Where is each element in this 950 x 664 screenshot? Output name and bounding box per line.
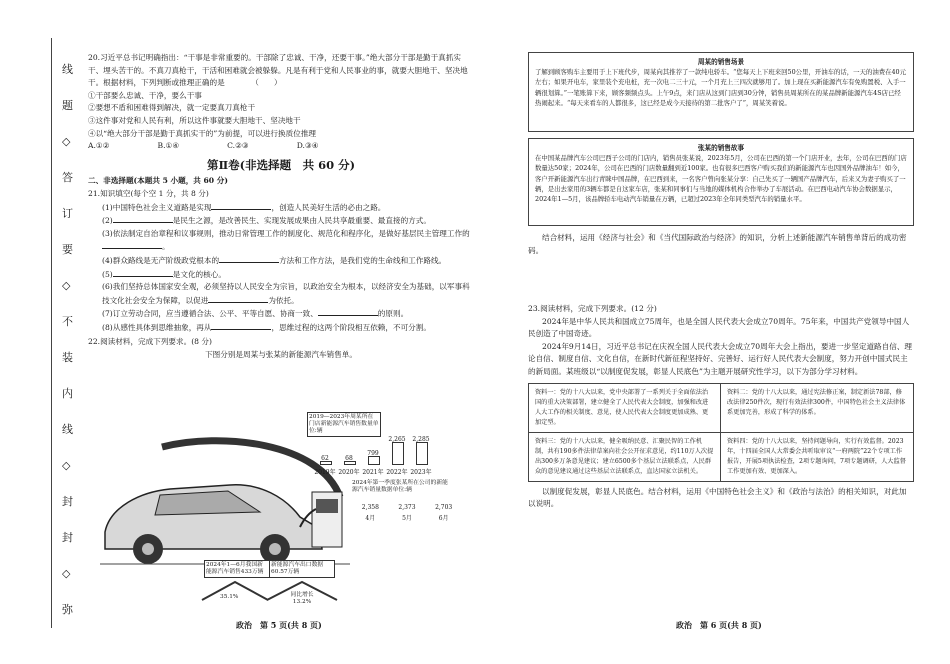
zhou-text: 了解到顾客购车主要用于上下班代步，周某向其推荐了一款纯电轿车。“您每天上下班来回50公里，开油车的话，一天的油费在40元左右；如果开电车，家里装个充电桩，充一次电二三十元，一个月充上三四次就够用了。加上现在买新能源汽车有免购置税、入手一辆很划算。”一笔账算下来，顾客频频点头。上午9点，来门店从这到门店到30分钟，销售员周某所在的某品牌新能源汽车4S店已经热闹起来。“每天来看车的人都很多，这已经是成今天接待的第二批客户了”，周某笑着说。 xyxy=(535,68,907,107)
q20-stem: 20.习近平总书记明确指出：“干事是非常重要的。干部除了忠诚、干净，还要干事。”绝大部分干部是勤于真抓实干、埋头苦干的。不真刀真枪干，干活和困难就会被躲躲。凡是有利于党和人民事业的事，就要大胆地干、坚决地干。根据材料，下列判断或推理正确的是 （ ） xyxy=(88,53,468,88)
chart1-value-label: 62 xyxy=(321,455,329,462)
binding-char: ◇ xyxy=(62,279,71,292)
answer-blank[interactable] xyxy=(211,201,271,210)
q21-item xyxy=(88,321,474,335)
chart1-value-label: 2,265 xyxy=(388,436,406,444)
q23-materials xyxy=(528,383,914,482)
binding-char: 线 xyxy=(62,63,73,76)
answer-blank[interactable] xyxy=(211,321,271,330)
chart1-bar xyxy=(416,442,429,465)
chart1-tick-label: 2021年 xyxy=(362,469,384,476)
binding-char: 线 xyxy=(62,423,73,436)
chart1-bar xyxy=(368,456,381,465)
binding-char: 订 xyxy=(62,207,73,220)
q22-requirement: 结合材料，运用《经济与社会》和《当代国际政治与经济》的知识，分析上述新能源汽车销售单背后的成功密码。 xyxy=(528,233,907,255)
chart2-title: 2024年第一季度张某所在公司的新能源汽车销量数据单位:辆 xyxy=(352,480,448,493)
chart2 xyxy=(352,480,462,525)
q20-item: ④以“绝大部分干部是勤于真抓实干的”为前提，可以进行换质位推理 xyxy=(88,128,316,138)
q21-item-text: ，思维过程的这两个阶段相互依赖，不可分割。 xyxy=(271,322,431,332)
binding-char: 不 xyxy=(62,315,73,328)
q21-item xyxy=(88,214,474,228)
q21-item-text: 订立劳动合同，应当遵循合法、公平、平等自愿、协商一致、 xyxy=(112,309,318,319)
q20-option-a: A.①② xyxy=(88,141,110,151)
q21-item-text: 方法和工作方法，是我们党的生命线和工作路线。 xyxy=(279,255,447,265)
left-column xyxy=(88,52,474,362)
q20-option-d: D.③④ xyxy=(296,141,319,151)
part2-title: 第Ⅱ卷(非选择题 共 60 分) xyxy=(206,157,356,172)
chart1-plot xyxy=(313,437,433,465)
stat-box-1 xyxy=(200,560,270,600)
q21-item-number: (5) xyxy=(102,269,113,279)
q20-options xyxy=(88,140,474,153)
q21-item xyxy=(88,281,474,307)
q21-items xyxy=(88,201,474,335)
binding-char: 封 xyxy=(62,531,73,544)
q20-item: ②要想不盾和困难得到解决，就一定要真刀真枪干 xyxy=(88,103,256,113)
q21-item-number: (7) xyxy=(102,309,113,319)
chart1-tick-label: 2022年 xyxy=(386,469,408,476)
binding-char: ◇ xyxy=(62,567,71,580)
q23-requirement: 以制度促发展，彰显人民底色。结合材料，运用《中国特色社会主义》和《政治与法治》的相关知识，对此加以说明。 xyxy=(528,486,907,509)
q23-p1: 2024年是中华人民共和国成立75周年，也是全国人民代表大会成立70周年。75年来，中国共产党领导中国人民创造了中国奇迹。 xyxy=(528,316,910,339)
q21-item-text: 群众路线是无产阶级政党根本的 xyxy=(112,255,220,265)
q21-item-text: 我们坚持总体国家安全观，必须坚持以人民安全为宗旨，以政治安全为根本，以经济安全为基础，以军事科技文化社会安全为保障，以促进 xyxy=(102,282,470,305)
q21-item-text: 从感性具体到思维抽象，再从 xyxy=(112,322,212,332)
q20-item: ③这件事对党和人民有利，所以这件事就要大胆地干、坚决地干 xyxy=(88,115,301,125)
binding-char: 要 xyxy=(62,243,73,256)
q22-figure-title: 下图分别是周某与张某的新能源汽车销售单。 xyxy=(205,350,357,360)
zhang-box xyxy=(528,138,914,226)
q21-item-number: (8) xyxy=(102,322,113,332)
chart1-tick-label: 2019年 xyxy=(314,469,336,476)
chart2-value-label: 2,703 xyxy=(435,504,453,511)
q21-item-number: (6) xyxy=(102,282,113,292)
binding-line xyxy=(51,38,52,628)
chart1-value-label: 2,285 xyxy=(412,436,430,443)
q22-stem: 22.阅读材料，完成下列要求。(8 分) xyxy=(88,337,212,347)
q23-stem: 23.阅读材料，完成下列要求。(12 分) xyxy=(528,304,657,313)
zhou-title: 周某的销售场景 xyxy=(697,58,745,66)
chart1-bar xyxy=(392,442,405,465)
zhang-text: 在中国某品牌汽车公司巴西子公司的门店内，销售员张某说，2023年5月，公司在巴西的第一个门店开业，去年，公司在巴西的门店数量达50家；2024年，公司在巴西的门店数量翻到近100家。也有很多巴西客户购买我们的新能源汽车也因国外品牌油车！如今，客户开新能源汽车出行青睐中国品牌，在巴西到来，一名客户曾向张某分享：自己先买了一辆国产品牌汽车，后来又为妻子购买了一辆，是出去家用的3辆车都是自这家车店，张某和同事们与当地的媒体机构合作举办了车展活动。在巴西电动汽车协会数据显示，2024年1—5月，该品牌轿车电动汽车销量在万辆，已超过2023年全年同类型汽车的销量水平。 xyxy=(535,154,907,204)
answer-blank[interactable] xyxy=(208,294,268,303)
chart1-value-label: 68 xyxy=(345,455,353,462)
chart2-values xyxy=(352,504,462,524)
zhang-title: 张某的销售故事 xyxy=(697,144,745,152)
material-1: 资料一：党的十八大以来，党中央部署了一系列关于全面依法治国的重大决策部署，建立健全了人民代表大会制度，加强和改进人大工作的相关制度、意见，使人民代表大会制度更加成熟、更加定型。 xyxy=(529,384,721,433)
page-footer-left: 政治 第 5 页(共 8 页) xyxy=(236,620,322,630)
q21-item-number: (4) xyxy=(102,255,113,265)
chart2-value-label: 2,358 xyxy=(361,504,379,511)
q21-item-text: 依法制定自治章程和议事规则，推动日常管理工作的制度化、规范化和程序化，是做好基层民主管理工作的 xyxy=(112,228,470,238)
q20-item: ①干部要么忠诚、干净，要么干事 xyxy=(88,90,202,100)
q21-item-number: (1) xyxy=(102,202,113,212)
stat-box-2-pct: 同比增长 13.2% xyxy=(290,592,314,605)
q21-item-text: 中国特色社会主义道路是实现 xyxy=(112,202,212,212)
q21-item xyxy=(88,254,474,268)
q21-item xyxy=(88,268,474,282)
answer-blank[interactable] xyxy=(113,214,173,223)
section-heading: 二、非选择题(本题共 5 小题，共 60 分) xyxy=(88,176,228,186)
q21-item-text: 是民生之源，是改善民生、实现发展成果由人民共享最重要、最直接的方式。 xyxy=(172,216,431,226)
binding-char: 弥 xyxy=(62,603,73,616)
chart1-axis xyxy=(313,467,433,475)
q21-item xyxy=(88,201,474,215)
q21-item-text: 为依托。 xyxy=(268,295,299,305)
q23-p2: 2024年9月14日，习近平总书记在庆祝全国人民代表大会成立70周年大会上指出，要进一步坚定道路自信、理论自信、制度自信、文化自信，在新时代新征程坚持好、完善好、运行好人民代表大会制度，努力开创中国式民主的新局面。某班级以“以制度促发展，彰显人民底色”为主题开展研究性学习，以下为部分学习材料。 xyxy=(528,341,913,376)
q21-item-text: 的原则。 xyxy=(377,309,409,319)
binding-char: 题 xyxy=(62,99,73,112)
q20-option-b: B.①④ xyxy=(157,141,180,151)
chart2-tick-label: 6月 xyxy=(438,515,449,522)
zhou-box xyxy=(528,52,914,132)
chart1-tick-label: 2023年 xyxy=(410,469,432,476)
answer-blank[interactable] xyxy=(219,254,279,263)
answer-blank[interactable] xyxy=(318,307,378,316)
binding-char: ◇ xyxy=(62,135,71,148)
q23 xyxy=(528,303,914,511)
binding-char: 封 xyxy=(62,495,73,508)
stat-box-1-text: 2024年1—6月我国新能源汽车销售433万辆 xyxy=(204,560,270,578)
chart1-tick-label: 2020年 xyxy=(338,469,360,476)
material-4: 资料四：党的十八大以来，坚持问题导向，实行有效监督。2023年，十四届全国人大常委会共听取审议“一府两院”22个专项工作报告，开展5项执法检查，2项专题询问，7项专题调研，人大监督工作更加有效、更加深入。 xyxy=(727,437,906,475)
q21-item-text: ，创造人民美好生活的必由之路。 xyxy=(271,202,386,212)
answer-blank[interactable] xyxy=(102,240,162,249)
binding-char: 答 xyxy=(62,171,73,184)
chart2-tick-label: 5月 xyxy=(402,515,412,522)
q21-item-text: 是文化的核心。 xyxy=(172,269,226,279)
answer-blank[interactable] xyxy=(113,268,173,277)
q21-item-number: (2) xyxy=(102,216,113,226)
q21-stem: 21.知识填空(每个空 1 分，共 8 分) xyxy=(88,188,209,198)
stat-box-2 xyxy=(265,560,339,604)
material-3: 资料三：党的十八大以来，健全吸纳民意、汇聚民智的工作机制，共有190多件法律草案向社会公开征求意见，约110万人次提出300多万条意见建议；建立6500多个基层立法联系点，人民群众的意见建议通过这些基层立法联系点，直达国家立法机关。 xyxy=(529,433,721,481)
q21-item-text: 。 xyxy=(162,242,170,252)
binding-char: 装 xyxy=(62,351,73,364)
material-2: 资料二：党的十八大以来，通过宪法修正案，制定新法78部，修改法律250件次，现行有效法律300件，中国特色社会主义法律体系更加完善，形成了科学的体系。 xyxy=(721,384,913,433)
binding-char: ◇ xyxy=(62,459,71,472)
chart2-tick-label: 4月 xyxy=(365,515,376,522)
chart2-value-label: 2,373 xyxy=(398,504,416,511)
page-footer-right: 政治 第 6 页(共 8 页) xyxy=(676,620,762,630)
chart1-title: 2019—2023年周某所在门店新能源汽车销售数量单位:辆 xyxy=(307,412,381,437)
q21-item-number: (3) xyxy=(102,228,113,238)
binding-char: 内 xyxy=(62,387,73,400)
stat-box-2-text: 新能源汽车出口数据 60.57万辆 xyxy=(269,560,335,578)
q21-item xyxy=(88,228,474,254)
q21-item xyxy=(88,307,474,321)
right-column xyxy=(528,52,914,257)
q20-option-c: C.②③ xyxy=(227,141,249,151)
stat-box-1-pct: 35.1% xyxy=(220,594,239,600)
chart1-value-label: 799 xyxy=(367,449,379,457)
